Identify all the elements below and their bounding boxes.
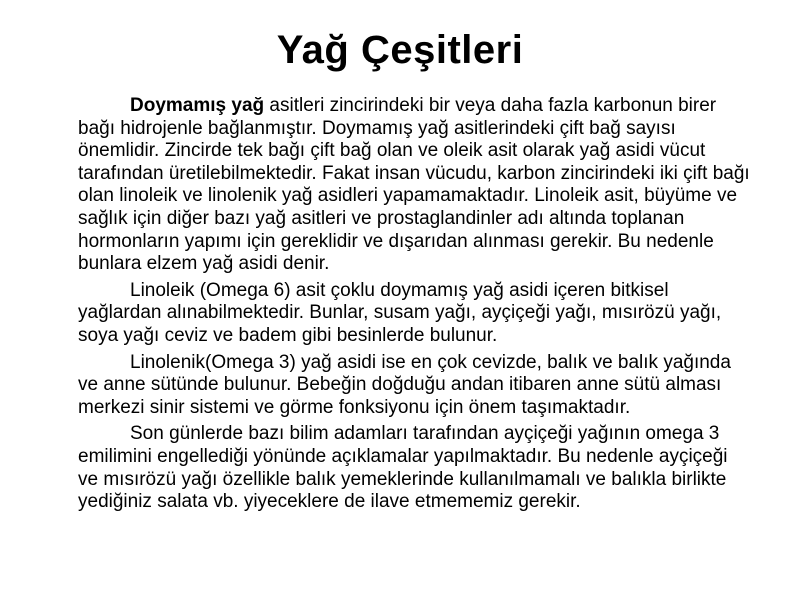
slide-body xyxy=(78,95,750,518)
paragraph-doymamis-yag xyxy=(78,95,750,276)
paragraph-text: asitleri zincirindeki bir veya daha fazla karbonun birer bağı hidrojenle bağlanmıştır. Doymamış yağ asitlerindeki çift bağ sayısı önemlidir. Zincirde tek bağı çift bağ olan ve oleik asit olarak yağ asidi vücut tarafından üretilebilmektedir. Fakat insan vücudu, karbon zincirindeki iki çift bağı olan linoleik ve linolenik yağ asidleri yapamamaktadır. Linoleik asit, büyüme ve sağlık için diğer bazı yağ asitleri ve prostaglandinler adı altında toplanan hormonların yapımı için gereklidir ve dışarıdan alınması gerekir. Bu nedenle bunlara elzem yağ asidi denir. xyxy=(78,95,750,275)
paragraph-text: Linoleik (Omega 6) asit çoklu doymamış yağ asidi içeren bitkisel yağlardan alınabilmektedir. Bunlar, susam yağı, ayçiçeği yağı, mısırözü yağı, soya yağı ceviz ve badem gibi besinlerde bulunur. xyxy=(78,279,722,346)
paragraph-linoleik xyxy=(78,280,750,348)
paragraph-text: Linolenik(Omega 3) yağ asidi ise en çok cevizde, balık ve balık yağında ve anne sütünde bulunur. Bebeğin doğduğu andan itibaren anne sütü alması merkezi sinir sistemi ve görme fonksiyonu için önem taşımaktadır. xyxy=(78,351,731,418)
paragraph-son-gunlerde xyxy=(78,423,750,513)
paragraph-lead-term: Doymamış yağ xyxy=(130,95,265,116)
slide-title: Yağ Çeşitleri xyxy=(276,28,524,72)
paragraph-text: Son günlerde bazı bilim adamları tarafından ayçiçeği yağının omega 3 emilimini engellediği yönünde açıklamalar yapılmaktadır. Bu nedenle ayçiçeği ve mısırözü yağı özellikle balık yemeklerinde kullanılmamalı ve balıkla birlikte yediğiniz salata vb. yiyeceklere de ilave etmememiz gerekir. xyxy=(78,423,728,513)
paragraph-linolenik xyxy=(78,352,750,420)
